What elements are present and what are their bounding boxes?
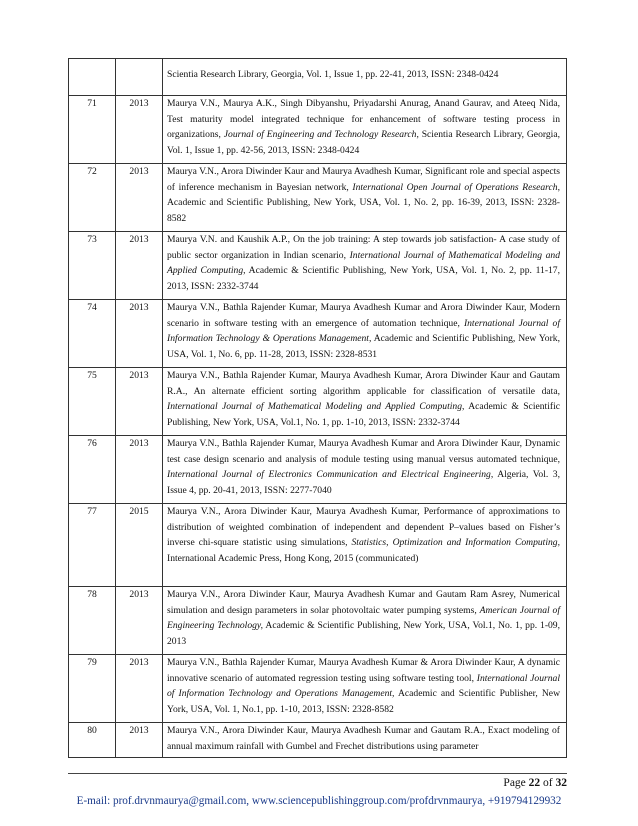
citation-text: Academic & Scientific Publishing, New York, USA, Vol.1, No. 1, pp. 1-09, 2013 [167, 620, 561, 648]
table-row-continued [69, 59, 567, 96]
citation-text: International Academic Press, Hong Kong, 2015 (communicated) [167, 553, 419, 565]
page-current: 22 [528, 777, 541, 789]
journal-name: International Journal of Information Technology and Operations Management, [167, 672, 561, 700]
citation-text: Maurya V.N., Arora Diwinder Kaur and Maurya Avadhesh Kumar, Significant role and special aspects of inference mechanism in Bayesian network, [167, 166, 560, 193]
citation-text: Academic and Scientific Publisher, New York, USA, Vol. 1, No.1, pp. 1-10, 2013, ISSN: 2328-8582 [167, 688, 560, 716]
citation-text: , Academic and Scientific Publishing, New York, USA, Vol. 1, No. 6, pp. 11-28, 2013, ISSN: 2328-8531 [167, 333, 560, 361]
citation-text: Maurya V.N., Bathla Rajender Kumar, Maurya Avadhesh Kumar, Arora Diwinder Kaur and Gautam R.A., An alternate efficient sorting algorithm applicable for classification of versatile data, [167, 370, 560, 397]
table-row [69, 300, 567, 368]
year-cell: 2013 [116, 587, 163, 655]
citation-text: Maurya V.N., Bathla Rajender Kumar, Maurya Avadhesh Kumar and Arora Diwinder Kaur, Dynamic test case design scenario and analysis of module testing using manual versus automated technique, [167, 438, 560, 465]
citation-cell [163, 164, 567, 232]
table-row [69, 368, 567, 436]
journal-name: Journal of Engineering and Technology Research [223, 129, 417, 141]
number-cell: 71 [69, 96, 116, 164]
citation-cell [163, 436, 567, 504]
journal-name: International Journal of Information Technology & Operations Management [167, 317, 560, 345]
citation-text: Maurya V.N., Arora Diwinder Kaur, Maurya Avadhesh Kumar and Gautam Ram Asrey, Numerical simulation and design parameters in solar photovoltaic water pumping systems, [167, 589, 560, 616]
citation-text: , Academic and Scientific Publishing, New York, USA, Vol. 1, No. 2, pp. 16-39, 2013, ISSN: 2328-8582 [167, 181, 560, 225]
journal-name: International Journal of Mathematical Modeling and Applied Computing [167, 401, 463, 413]
footer-divider [68, 773, 567, 774]
citation-text: Maurya V.N., Maurya A.K., Singh Dibyanshu, Priyadarshi Anurag, Anand Gaurav, and Ateeq Nida, Test maturity model integrated technique for enhancement of software testing process in organizations, [167, 98, 560, 141]
number-cell [69, 59, 116, 96]
year-cell: 2015 [116, 504, 163, 587]
journal-name: Statistics, Optimization and Information Computing, [351, 537, 560, 549]
journal-name: American Journal of Engineering Technology, [167, 604, 561, 632]
table-row [69, 232, 567, 300]
number-cell: 72 [69, 164, 116, 232]
number-cell: 76 [69, 436, 116, 504]
year-cell: 2013 [116, 164, 163, 232]
table-row [69, 96, 567, 164]
citation-cell [163, 96, 567, 164]
page-total: 32 [555, 777, 567, 789]
citation-text: Maurya V.N. and Kaushik A.P., On the job training: A step towards job satisfaction- A case study of public sector organization in Indian scenario, [167, 234, 560, 261]
number-cell: 80 [69, 723, 116, 758]
number-cell: 73 [69, 232, 116, 300]
citation-cell: Scientia Research Library, Georgia, Vol. 1, Issue 1, pp. 22-41, 2013, ISSN: 2348-0424 [163, 59, 567, 96]
journal-name: International Open Journal of Operations Research [352, 181, 558, 193]
table-row [69, 655, 567, 723]
citation-text: Maurya V.N., Arora Diwinder Kaur, Maurya Avadhesh Kumar and Gautam R.A., Exact modeling of annual maximum rainfall with Gumbel and Frechet distributions using parameter [167, 725, 560, 752]
citation-cell [163, 232, 567, 300]
number-cell: 78 [69, 587, 116, 655]
table-row [69, 504, 567, 587]
citation-text: , Academic & Scientific Publishing, New York, USA, Vol. 1, No. 2, pp. 11-17, 2013, ISSN: 2332-3744 [167, 265, 561, 293]
number-cell: 74 [69, 300, 116, 368]
table-row [69, 587, 567, 655]
citation-text: , Academic & Scientific Publishing, New York, USA, Vol.1, No. 1, pp. 1-10, 2013, ISSN: 2332-3744 [167, 401, 560, 429]
journal-name: International Journal of Electronics Communication and Electrical Engineering [167, 469, 491, 481]
citation-text: , Algeria, Vol. 3, Issue 4, pp. 20-41, 2013, ISSN: 2277-7040 [167, 469, 560, 497]
citation-text: Maurya V.N., Bathla Rajender Kumar, Maurya Avadhesh Kumar and Arora Diwinder Kaur, Modern scenario in software testing with an emergence of automation technique, [167, 302, 560, 329]
citation-cell [163, 368, 567, 436]
number-cell: 75 [69, 368, 116, 436]
year-cell [116, 59, 163, 96]
year-cell: 2013 [116, 368, 163, 436]
year-cell: 2013 [116, 232, 163, 300]
table-row [69, 723, 567, 758]
number-cell: 79 [69, 655, 116, 723]
citation-cell [163, 587, 567, 655]
journal-name: International Journal of Mathematical Modeling and Applied Computing [167, 249, 560, 277]
table-row [69, 436, 567, 504]
citation-cell [163, 723, 567, 758]
publications-table [68, 58, 567, 758]
year-cell: 2013 [116, 300, 163, 368]
year-cell: 2013 [116, 723, 163, 758]
page-word: Page [503, 777, 526, 789]
citation-cell [163, 504, 567, 587]
table-row [69, 164, 567, 232]
year-cell: 2013 [116, 655, 163, 723]
year-cell: 2013 [116, 96, 163, 164]
number-cell: 77 [69, 504, 116, 587]
citation-cell [163, 655, 567, 723]
citation-text: Maurya V.N., Arora Diwinder Kaur, Maurya Avadhesh Kumar, Performance of approximations to distribution of weighted combination of independent and dependent P–values based on Fisher’s inverse chi-square statistic using simulations, [167, 506, 560, 549]
page-of-word: of [543, 777, 553, 789]
page-number [503, 777, 567, 789]
citation-cell [163, 300, 567, 368]
citation-text: Maurya V.N., Bathla Rajender Kumar, Maurya Avadhesh Kumar & Arora Diwinder Kaur, A dynamic innovative scenario of automated regression testing using software testing tool, [167, 657, 560, 684]
year-cell: 2013 [116, 436, 163, 504]
footer-contact: E-mail: prof.drvnmaurya@gmail.com, www.sciencepublishinggroup.com/profdrvnmaurya, +919794129932 [76, 795, 562, 807]
citation-text: , Scientia Research Library, Georgia, Vol. 1, Issue 1, pp. 42-56, 2013, ISSN: 2348-0424 [167, 129, 561, 157]
